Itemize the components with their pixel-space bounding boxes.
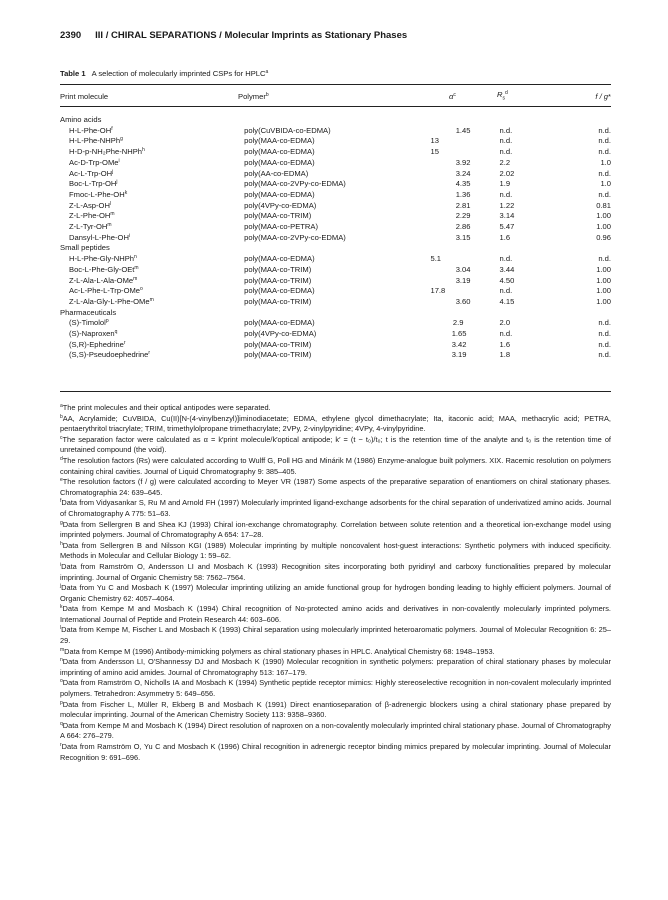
cell-alpha: 15	[430, 147, 439, 157]
table-top-rule	[60, 84, 611, 85]
footnote: $^o$Data from Ramström O, Nicholls IA and Mosbach K (1994) Synthetic peptide receptor mimics: Highly stereoselective recognition in non-covalent molecularly imprinted polymers. Tetrahedron: Asymmetry 5: 649–656.	[60, 678, 611, 699]
col-header-print-molecule: Print molecule	[60, 91, 109, 101]
table-row: (S)-Timolol$^p$ poly(MAA-co-EDMA) 2.9 2.0 n.d.	[69, 318, 611, 328]
table-row: Fmoc-$L-Phe-OH^k$ poly(MAA-co-EDMA) 1.36 n.d. n.d.	[69, 189, 611, 199]
cell-alpha: 13	[430, 136, 439, 146]
cell-fg: 1.00	[596, 264, 611, 274]
cell-rs: 1.6	[499, 232, 511, 242]
cell-fg: n.d.	[598, 339, 611, 349]
group-heading	[60, 115, 611, 126]
cell-alpha: 3.92	[455, 157, 471, 167]
cell-polymer: poly(4VPy-co-EDMA)	[244, 329, 317, 339]
table-row: (S,R)-Ephedrine$^r$ poly(MAA-co-TRIM) 3.42 1.6 n.d.	[69, 339, 611, 349]
footnote: $^q$Data from Kempe M and Mosbach K (1994) Direct resolution of naproxen on a non-covalently molecularly imprinted chiral stationary phase. Journal of Chromatography A 664: 276–279.	[60, 720, 611, 741]
footnote: $^e$The resolution factors (f / g) were calculated according to Meyer VR (1987) Some aspects of the preparative separation of enantiomers on chiral stationary phases. Chromatographia 24: 639–645.	[60, 477, 611, 497]
table-row: $Z-L-Asp-OH^l$ poly(4VPy-co-EDMA) 2.81 1.22 0.81	[69, 200, 611, 210]
table-row: (S)-Naproxen$^q$ poly(4VPy-co-EDMA) 1.65 n.d. n.d.	[69, 329, 611, 339]
table-bottom-rule	[60, 391, 611, 392]
footnote: $^n$Data from Andersson LI, O'Shannessy DJ and Mosbach K (1990) Molecular recognition in synthetic polymers: preparation of chiral stationary phases by molecular imprinting of amino acid amides. Journal of Chromatography 513: 167–179.	[60, 657, 611, 677]
footnote: $^m$Data from Kempe M (1996) Antibody-mimicking polymers as chiral stationary phases in HPLC. Analytical Chemistry 68: 1948–1953.	[60, 646, 495, 656]
running-header	[60, 30, 611, 44]
cell-molecule: Ac-L-Phe-L-Trp-OMe	[69, 286, 141, 296]
cell-alpha: 3.19	[451, 350, 467, 360]
cell-rs: 5.47	[499, 222, 515, 232]
table-row: Ac-D-Trp-OMe$^i$ poly(MAA-co-EDMA) 3.92 2.2 1.0	[69, 157, 611, 167]
table-caption-mark: a	[265, 69, 269, 75]
cell-rs: n.d.	[499, 286, 513, 296]
cell-molecule: Z-L-Asp-OH	[69, 200, 110, 210]
cell-fg: n.d.	[598, 329, 611, 339]
cell-fg: 0.81	[596, 200, 611, 210]
group-heading	[60, 243, 611, 254]
page-number: 2390	[60, 30, 82, 41]
footnote: $^a$The print molecules and their optical antipodes were separated.	[60, 403, 271, 412]
cell-fg: 1.00	[596, 296, 611, 306]
cell-polymer: poly(MAA-co-TRIM)	[244, 296, 312, 306]
cell-molecule: Boc-L-Phe-Gly-OEt	[69, 264, 135, 274]
cell-alpha: 2.81	[455, 200, 471, 210]
cell-polymer: poly(CuVBIDA-co-EDMA)	[244, 125, 331, 135]
cell-rs: n.d.	[499, 125, 513, 135]
cell-rs: n.d.	[499, 254, 513, 264]
table-header-rule	[60, 106, 611, 107]
footnote: $^f$Data from Vidyasankar S, Ru M and Arnold FH (1997) Molecularly imprinted ligand-exchange adsorbents for the chiral separation of underivatized amino acids. Journal of Chromatography A 775: 51–63.	[60, 498, 611, 518]
cell-molecule: (S,S)-Pseudoephedrine	[69, 350, 149, 360]
cell-polymer: poly(MAA-co-EDMA)	[244, 189, 315, 199]
cell-rs: 4.15	[499, 296, 515, 306]
table-row: (S,S)-Pseudoephedrine$^r$ poly(MAA-co-TRIM) 3.19 1.8 n.d.	[69, 350, 611, 360]
cell-molecule: Z-L-Ala-L-Ala-OMe	[69, 275, 134, 285]
cell-molecule: Fmoc-L-Phe-OH	[69, 189, 125, 199]
table-column-headers	[60, 90, 611, 104]
cell-alpha: 2.29	[455, 211, 471, 221]
group-heading	[60, 308, 611, 319]
cell-polymer: poly(MAA-co-TRIM)	[244, 264, 312, 274]
cell-rs: 3.44	[499, 264, 515, 274]
cell-alpha: 4.35	[455, 179, 471, 189]
cell-rs: 3.14	[499, 211, 515, 221]
col-header-rs: $R_s^d$	[497, 90, 508, 102]
group-name-amino-acids: Amino acids	[60, 115, 102, 124]
cell-rs: n.d.	[499, 329, 513, 339]
cell-alpha: 3.24	[455, 168, 471, 178]
cell-alpha: 2.86	[455, 222, 471, 232]
cell-fg: 1.00	[596, 275, 611, 285]
cell-alpha: 2.9	[452, 318, 464, 328]
cell-molecule: Dansyl-L-Phe-OH	[69, 232, 129, 242]
running-head-title: III / CHIRAL SEPARATIONS / Molecular Imprints as Stationary Phases	[95, 30, 408, 41]
cell-fg: n.d.	[598, 350, 611, 360]
footnote: $^d$The resolution factors (Rs) were calculated according to Wulff G, Poll HG and Minárik M (1986) Enzyme-analogue built polymers. XIX. Racemic resolution on polymers containing chiral cavities. Journal of Liquid Chromatography 9: 385–405.	[60, 455, 611, 476]
cell-molecule: Ac-L-Trp-OH	[69, 168, 113, 178]
cell-polymer: poly(MAA-co-EDMA)	[244, 318, 315, 328]
cell-molecule: Boc-L-Trp-OH	[69, 179, 117, 189]
cell-fg: n.d.	[598, 254, 611, 264]
table-row: Boc-$L-Trp-OH^j$ poly(MAA-co-2VPy-co-EDMA) 4.35 1.9 1.0	[69, 179, 611, 189]
cell-rs: 1.6	[499, 339, 511, 349]
cell-polymer: poly(MAA-co-TRIM)	[244, 211, 312, 221]
cell-polymer: poly(MAA-co-EDMA)	[244, 286, 315, 296]
group-name-pharmaceuticals: Pharmaceuticals	[60, 307, 117, 317]
cell-molecule: Z-L-Phe-OH	[69, 211, 111, 221]
table-footnotes	[60, 403, 611, 763]
cell-polymer: poly(MAA-co-TRIM)	[244, 275, 312, 285]
footnote: $^g$Data from Sellergren B and Shea KJ (1993) Chiral ion-exchange chromatography. Correlation between solute retention and a theoretical ion-exchange model using imprinted polymers. Journal of Chromatography A 654: 17–28.	[60, 519, 611, 540]
cell-molecule: H-L-Phe-Gly-NHPh	[69, 254, 134, 264]
table-row: Boc-L-Phe-Gly-OEt$^m$ poly(MAA-co-TRIM) 3.04 3.44 1.00	[69, 264, 611, 274]
cell-fg: 0.96	[596, 232, 611, 242]
table-row: $Z-L-Tyr-OH^m$ poly(MAA-co-PETRA) 2.86 5.47 1.00	[69, 222, 611, 232]
table-caption	[60, 69, 268, 78]
cell-fg: 1.00	[596, 286, 611, 296]
cell-fg: n.d.	[598, 168, 611, 178]
cell-polymer: poly(MAA-co-EDMA)	[244, 147, 315, 157]
table-row: Dansyl-$L-Phe-OH^i$ poly(MAA-co-2VPy-co-EDMA) 3.15 1.6 0.96	[69, 232, 611, 242]
table-row: H-L-Phe-NHPh$^g$ poly(MAA-co-EDMA) 13 n.d. n.d.	[69, 136, 611, 146]
cell-molecule: H-L-Phe-OH	[69, 125, 112, 135]
cell-rs: 1.22	[499, 200, 515, 210]
footnote: $^j$Data from Yu C and Mosbach K (1997) Molecular imprinting utilizing an amide functional group for hydrogen bonding leading to highly efficient polymers. Journal of Organic Chemistry 62: 4057–4064.	[60, 583, 611, 603]
footnote: $^h$Data from Sellergren B and Nilsson KGI (1989) Molecular imprinting by multiple noncovalent host-guest interactions: Synthetic polymers with induced specificity. Methods in Molecular and Cellular Biology 1: 59–62.	[60, 540, 611, 561]
cell-rs: 2.0	[499, 318, 511, 328]
col-header-fg: f / g*	[595, 91, 611, 101]
footnote: $^b$AA, Acrylamide; CuVBIDA, Cu(II)[N-(4-vinylbenzyl)]iminodiacetate; EDMA, ethylene glycol dimethacrylate; Ita, itaconic acid; MAA, methacrylic acid; PETRA, pentaerythritol triacrylate; TRIM, trimethylolpropane trimethacrylate; 2VPy, 2-vinylpyridine; 4VPy, 4-vinylpyridine.	[60, 413, 611, 434]
footnote: $^c$The separation factor were calculated as α = k′print molecule/k′optical antipode; k′ = (t − t₀)/t₀; t is the retention time of the analyte and t₀ is the retention time of unretained compound (the void).	[60, 434, 611, 455]
cell-alpha: 1.65	[451, 329, 467, 339]
cell-fg: 1.00	[596, 211, 611, 221]
cell-fg: n.d.	[598, 136, 611, 146]
table-row: H-L-Phe-Gly-NHPh$^n$ poly(MAA-co-EDMA) 5.1 n.d. n.d.	[69, 254, 611, 264]
table-row: $Ac-L-Trp-OH^j$ poly(AA-co-EDMA) 3.24 2.02 n.d.	[69, 168, 611, 178]
cell-alpha: 1.36	[455, 189, 471, 199]
table-label: Table 1	[60, 69, 86, 78]
cell-polymer: poly(MAA-co-2VPy-co-EDMA)	[244, 232, 346, 242]
cell-molecule: Z-L-Tyr-OH	[69, 222, 108, 232]
cell-rs: 2.2	[499, 157, 511, 167]
cell-alpha: 3.04	[455, 264, 471, 274]
table-row: Ac-L-Phe-L-Trp-OMe$^o$ poly(MAA-co-EDMA) 17.8 n.d. 1.00	[69, 286, 611, 296]
cell-alpha: 3.42	[451, 339, 467, 349]
cell-fg: 1.0	[600, 179, 611, 189]
cell-polymer: poly(MAA-co-TRIM)	[244, 339, 312, 349]
cell-rs: n.d.	[499, 189, 513, 199]
cell-polymer: poly(MAA-co-TRIM)	[244, 350, 312, 360]
table-row: Z-L-Ala-Gly-L-Phe-OMe$^m$ poly(MAA-co-TRIM) 3.60 4.15 1.00	[69, 296, 611, 306]
footnote: $^p$Data from Fischer L, Müller R, Ekberg B and Mosbach K (1991) Direct enantioseparation of β-adrenergic blockers using a chiral stationary phase prepared by molecular imprinting. Journal of the American Chemistry Society 113: 9358–9360.	[60, 699, 611, 720]
col-header-alpha: $\alpha^c$	[449, 91, 456, 101]
cell-fg: 1.0	[600, 157, 611, 167]
cell-fg: n.d.	[598, 189, 611, 199]
cell-polymer: poly(MAA-co-PETRA)	[244, 222, 318, 232]
cell-molecule: Z-L-Ala-Gly-L-Phe-OMe	[69, 296, 150, 306]
cell-polymer: poly(MAA-co-EDMA)	[244, 254, 315, 264]
cell-rs: n.d.	[499, 147, 513, 157]
cell-alpha: 5.1	[430, 254, 442, 264]
cell-alpha: 17.8	[430, 286, 446, 296]
cell-rs: 4.50	[499, 275, 515, 285]
cell-fg: n.d.	[598, 147, 611, 157]
cell-rs: 2.02	[499, 168, 515, 178]
cell-alpha: 3.15	[455, 232, 471, 242]
cell-fg: n.d.	[598, 125, 611, 135]
table-body	[60, 115, 611, 361]
cell-polymer: poly(AA-co-EDMA)	[244, 168, 309, 178]
cell-molecule: H-D-p-NH₂Phe-NHPh	[69, 147, 142, 157]
cell-rs: 1.9	[499, 179, 511, 189]
footnote: $^l$Data from Kempe M, Fischer L and Mosbach K (1993) Chiral separation using molecularly imprinted heteroaromatic polymers. Journal of Molecular Recognition 6: 25–29.	[60, 625, 611, 646]
cell-fg: 1.00	[596, 222, 611, 232]
cell-polymer: poly(MAA-co-EDMA)	[244, 136, 315, 146]
cell-molecule: (S)-Timolol	[69, 318, 106, 328]
footnote: $^k$Data from Kempe M and Mosbach K (1994) Chiral recognition of Nα-protected amino acids and derivatives in non-covalently molecularly imprinted polymers. International Journal of Peptide and Protein Research 44: 603–606.	[60, 604, 611, 624]
footnote: $^r$Data from Ramström O, Yu C and Mosbach K (1996) Chiral recognition in adrenergic receptor binding mimics prepared by molecular imprinting. Journal of Molecular Recognition 9: 691–696.	[60, 742, 611, 762]
group-name-small-peptides: Small peptides	[60, 243, 110, 253]
cell-alpha: 3.19	[455, 275, 471, 285]
cell-molecule: Ac-D-Trp-OMe	[69, 157, 119, 167]
cell-rs: n.d.	[499, 136, 513, 146]
footnote: $^i$Data from Ramström O, Andersson LI and Mosbach K (1993) Recognition sites incorporating both pyridinyl and carboxy functionalities prepared by molecular imprinting. Journal of Organic Chemistry 58: 7562–7564.	[60, 561, 611, 582]
col-header-polymer: Polymer$^b$	[238, 91, 269, 101]
cell-molecule: (S,R)-Ephedrine	[69, 339, 124, 349]
cell-rs: 1.8	[499, 350, 511, 360]
cell-alpha: 1.45	[455, 125, 471, 135]
cell-molecule: H-L-Phe-NHPh	[69, 136, 121, 146]
cell-molecule: (S)-Naproxen	[69, 329, 115, 339]
cell-fg: n.d.	[598, 318, 611, 328]
cell-polymer: poly(4VPy-co-EDMA)	[244, 200, 317, 210]
table-row: H-D-p-NH₂Phe-NHPh$^h$ poly(MAA-co-EDMA) 15 n.d. n.d.	[69, 147, 611, 157]
table-row: Z-L-Ala-L-Ala-OMe$^m$ poly(MAA-co-TRIM) 3.19 4.50 1.00	[69, 275, 611, 285]
table-caption-text: A selection of molecularly imprinted CSPs for HPLC	[91, 69, 266, 78]
table-row: $H-L-Phe-OH^f$ poly(CuVBIDA-co-EDMA) 1.45 n.d. n.d.	[69, 125, 611, 135]
cell-polymer: poly(MAA-co-EDMA)	[244, 157, 315, 167]
cell-polymer: poly(MAA-co-2VPy-co-EDMA)	[244, 179, 346, 189]
table-row: $Z-L-Phe-OH^m$ poly(MAA-co-TRIM) 2.29 3.14 1.00	[69, 211, 611, 221]
cell-alpha: 3.60	[455, 296, 471, 306]
